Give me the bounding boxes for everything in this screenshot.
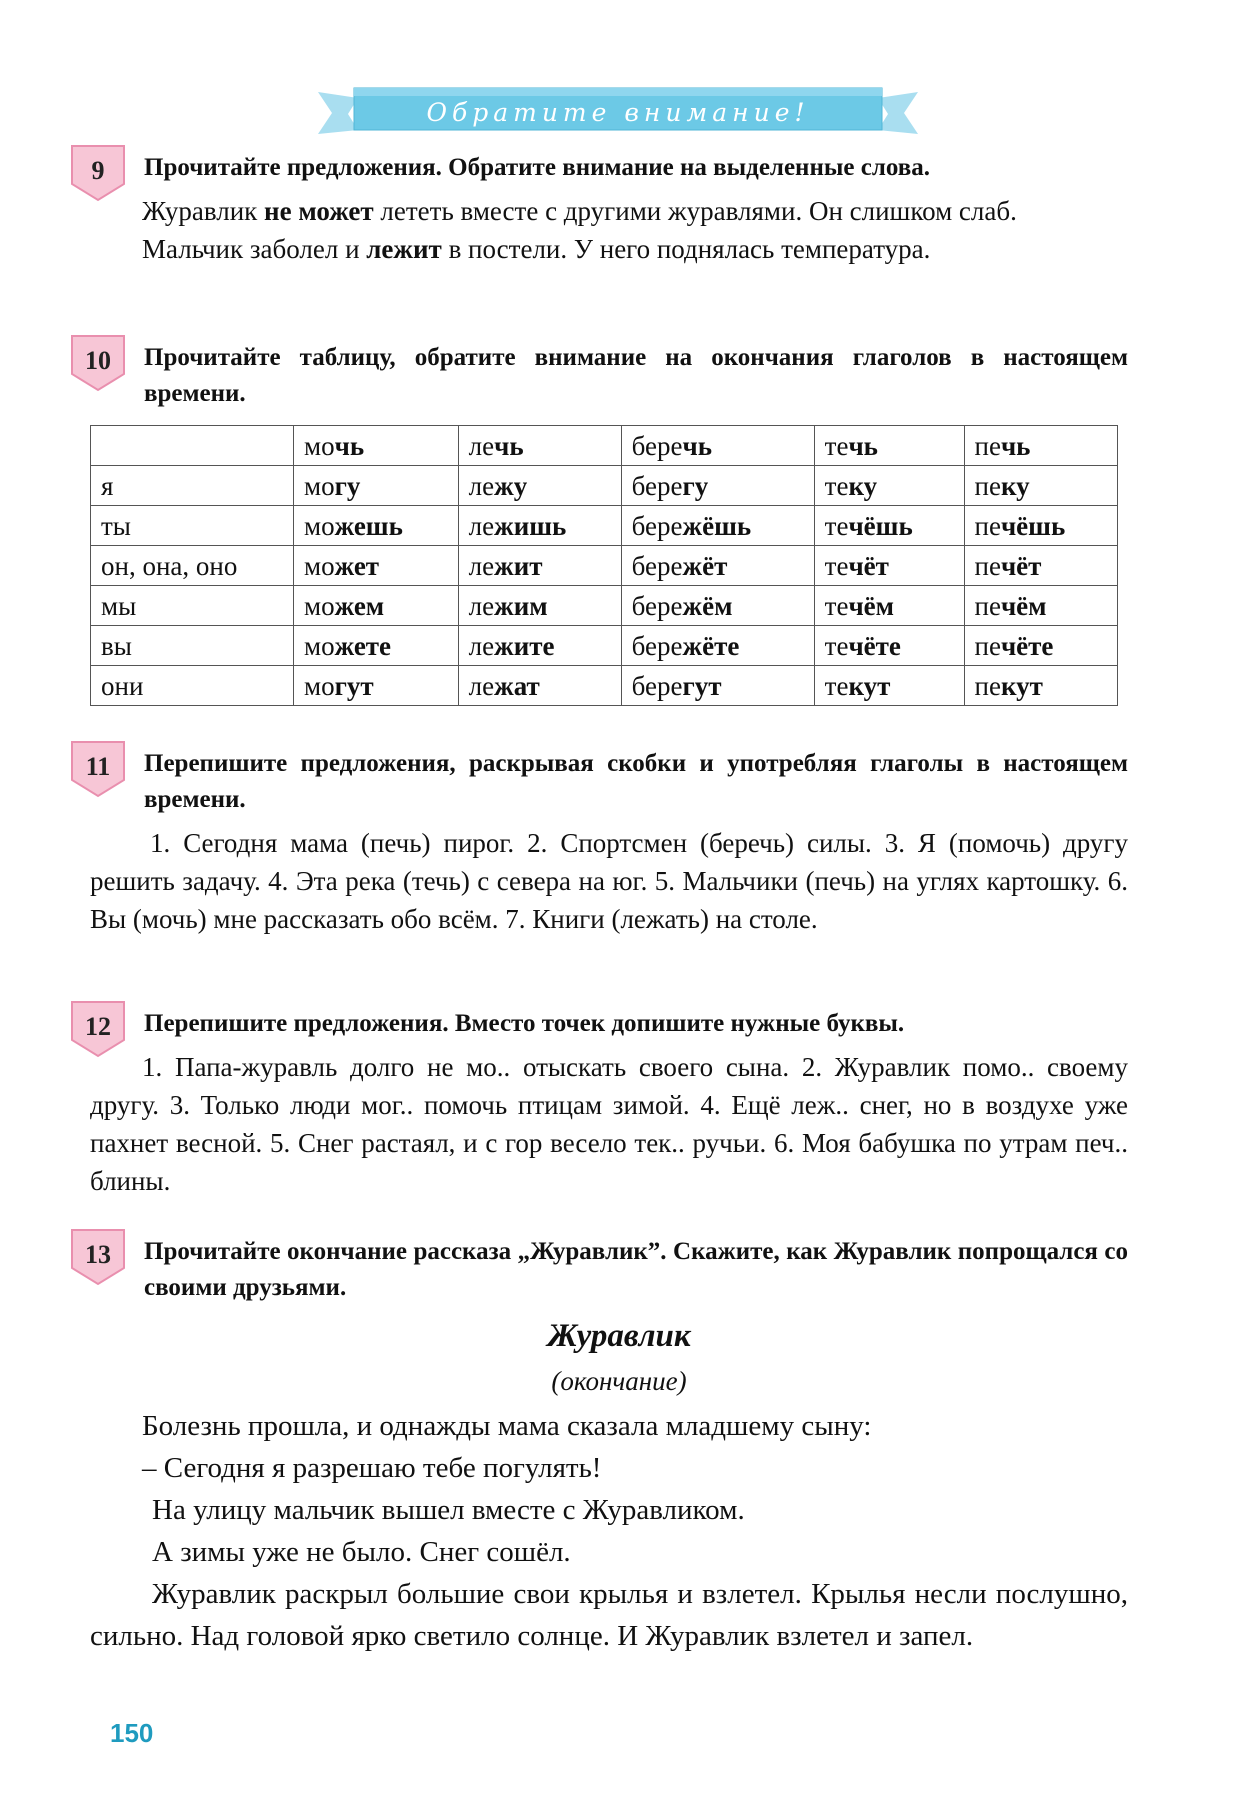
conjugation-table: [90, 425, 1118, 706]
exercise-10: [68, 340, 1128, 412]
table-cell: можем: [294, 586, 459, 626]
exercise-number: 11: [85, 752, 111, 781]
pronoun-cell: я: [91, 466, 294, 506]
story-subtitle: (окончание): [551, 1366, 687, 1396]
story-paragraph: А зимы уже не было. Снег сошёл.: [152, 1536, 571, 1568]
table-cell: течёте: [814, 626, 964, 666]
table-cell: лечь: [458, 426, 621, 466]
pronoun-cell: они: [91, 666, 294, 706]
exercise-task: Перепишите предложения, раскрывая скобки и употребляя глаголы в настоящем времени.: [144, 750, 1128, 813]
table-cell: лежите: [458, 626, 621, 666]
table-cell: может: [294, 546, 459, 586]
highlighted-word: не может: [264, 196, 374, 226]
table-cell: берегу: [621, 466, 814, 506]
table-row: [91, 666, 1118, 706]
paragraph: Мальчик заболел и лежит в постели. У него поднялась температура.: [142, 234, 931, 264]
table-cell: печём: [964, 586, 1118, 626]
exercise-text: [90, 192, 1128, 268]
paragraph: 1. Папа-журавль долго не мо.. отыскать своего сына. 2. Журавлик помо.. своему другу. 3. Только люди мог.. помочь птицам зимой. 4. Ещё леж.. снег, но в воздухе уже пахнет весной. 5. Снег растаял, и с гор весело тек.. ручьи. 6. Моя бабушка по утрам печ.. блины.: [90, 1052, 1128, 1196]
table-cell: бережёшь: [621, 506, 814, 546]
exercise-11: [68, 746, 1128, 938]
table-cell: печь: [964, 426, 1118, 466]
table-cell: беречь: [621, 426, 814, 466]
story-paragraph: Журавлик раскрыл большие свои крылья и взлетел. Крылья несли послушно, сильно. Над головой ярко светило солнце. И Журавлик взлетел и запел.: [90, 1578, 1128, 1652]
exercise-task: Прочитайте окончание рассказа „Журавлик”. Скажите, как Журавлик попрощался со своими друзьями.: [144, 1238, 1128, 1301]
table-cell: течёшь: [814, 506, 964, 546]
exercise-number-badge: [68, 1224, 128, 1288]
table-cell: можете: [294, 626, 459, 666]
exercise-13: [68, 1234, 1128, 1306]
table-cell: мочь: [294, 426, 459, 466]
exercise-number: 13: [85, 1240, 111, 1269]
paragraph: 1. Сегодня мама (печь) пирог. 2. Спортсмен (беречь) силы. 3. Я (помочь) другу решить задачу. 4. Эта река (течь) с севера на юг. 5. Мальчики (печь) на углях картошку. 6. Вы (мочь) мне рассказать обо всём. 7. Книги (лежать) на столе.: [90, 828, 1128, 934]
table-cell: лежишь: [458, 506, 621, 546]
table-cell: теку: [814, 466, 964, 506]
attention-banner: [318, 84, 918, 140]
table-cell: [91, 426, 294, 466]
table-cell: лежу: [458, 466, 621, 506]
table-cell: бережёте: [621, 626, 814, 666]
table-row: [91, 626, 1118, 666]
table-row: [91, 506, 1118, 546]
table-row: [91, 546, 1118, 586]
pronoun-cell: мы: [91, 586, 294, 626]
table-cell: пеку: [964, 466, 1118, 506]
exercise-task: Перепишите предложения. Вместо точек допишите нужные буквы.: [144, 1010, 905, 1037]
highlighted-word: лежит: [366, 234, 442, 264]
table-cell: бережёт: [621, 546, 814, 586]
pronoun-cell: ты: [91, 506, 294, 546]
table-cell: бережём: [621, 586, 814, 626]
story-paragraph: На улицу мальчик вышел вместе с Журавликом.: [152, 1494, 745, 1526]
exercise-task: Прочитайте таблицу, обратите внимание на окончания глаголов в настоящем времени.: [144, 344, 1128, 407]
table-cell: течёт: [814, 546, 964, 586]
table-cell: печёт: [964, 546, 1118, 586]
exercise-number: 9: [91, 156, 105, 185]
table-cell: течь: [814, 426, 964, 466]
pronoun-cell: вы: [91, 626, 294, 666]
story-text: [90, 1405, 1128, 1657]
table-cell: печёшь: [964, 506, 1118, 546]
table-cell: лежат: [458, 666, 621, 706]
exercise-number-badge: [68, 996, 128, 1060]
table-row: [91, 586, 1118, 626]
exercise-number: 10: [85, 346, 111, 375]
story-paragraph: Болезнь прошла, и однажды мама сказала младшему сыну:: [142, 1410, 872, 1442]
table-cell: лежит: [458, 546, 621, 586]
story-paragraph: – Сегодня я разрешаю тебе погулять!: [142, 1452, 602, 1484]
banner-title: Обратите внимание!: [426, 97, 810, 127]
exercise-number-badge: [68, 330, 128, 394]
table-cell: можешь: [294, 506, 459, 546]
exercise-9: [68, 150, 1128, 268]
table-cell: лежим: [458, 586, 621, 626]
table-cell: могу: [294, 466, 459, 506]
exercise-12: [68, 1006, 1128, 1200]
exercise-task: Прочитайте предложения. Обратите внимание на выделенные слова.: [144, 154, 930, 181]
exercise-text: [90, 1048, 1128, 1200]
table-cell: текут: [814, 666, 964, 706]
exercise-number-badge: [68, 140, 128, 204]
table-cell: печёте: [964, 626, 1118, 666]
exercise-number-badge: [68, 736, 128, 800]
paragraph: Журавлик не может лететь вместе с другими журавлями. Он слишком слаб.: [142, 196, 1017, 226]
pronoun-cell: он, она, оно: [91, 546, 294, 586]
table-cell: течём: [814, 586, 964, 626]
table-header-row: [91, 426, 1118, 466]
page-number: 150: [110, 1718, 154, 1748]
table-cell: берегут: [621, 666, 814, 706]
table-cell: могут: [294, 666, 459, 706]
exercise-number: 12: [85, 1012, 111, 1041]
table-row: [91, 466, 1118, 506]
story-title: Журавлик: [547, 1318, 691, 1354]
table-cell: пекут: [964, 666, 1118, 706]
exercise-text: [90, 824, 1128, 938]
